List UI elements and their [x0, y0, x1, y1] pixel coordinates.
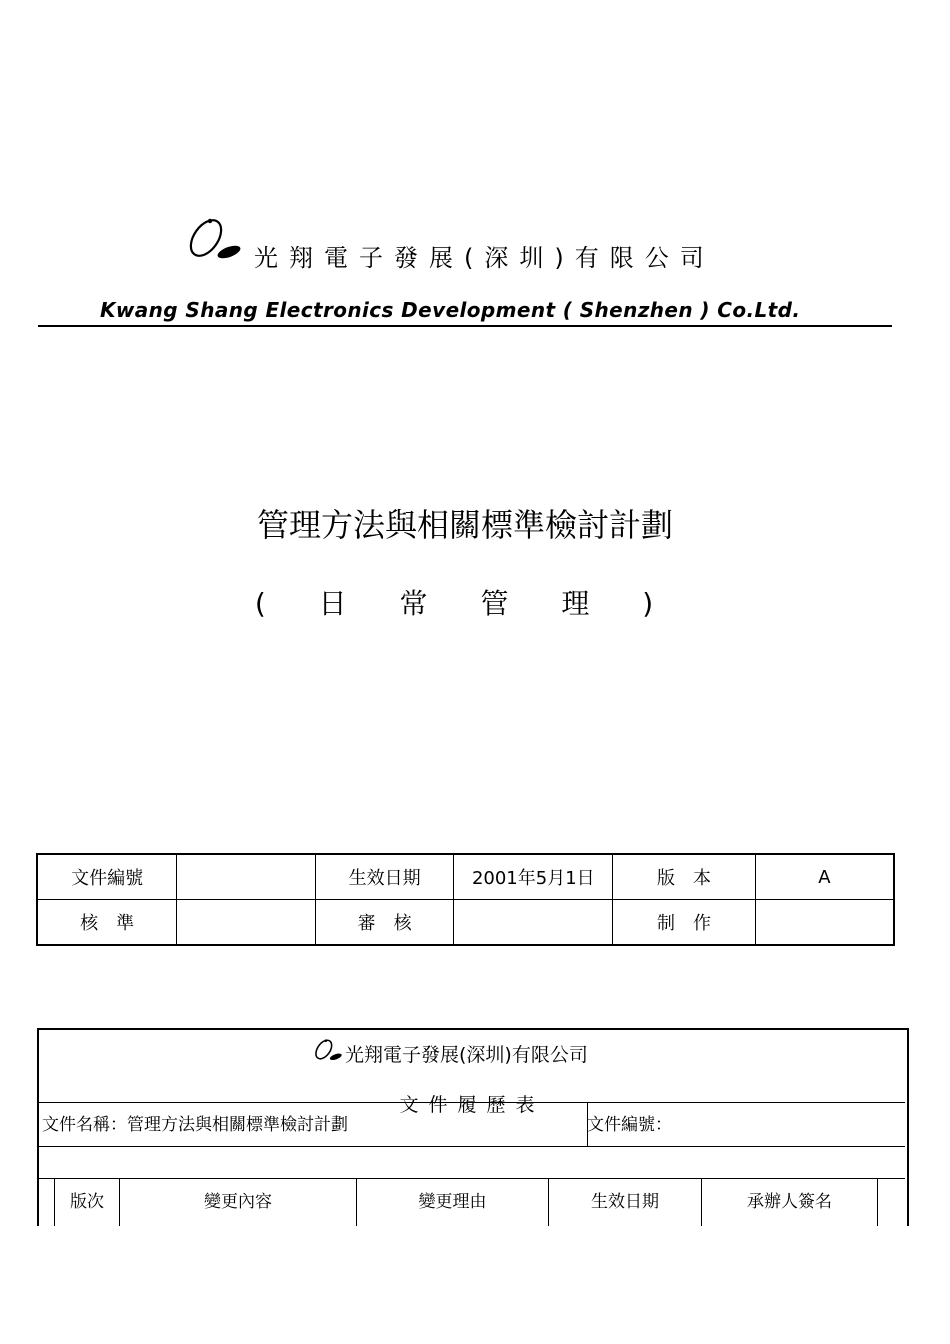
company-logo-icon	[186, 212, 246, 262]
company-logo-icon	[313, 1036, 345, 1062]
column-header-version: 版次	[55, 1179, 120, 1226]
history-header	[39, 1030, 905, 1116]
table-row	[39, 1102, 905, 1147]
version-label: 版 本	[613, 854, 756, 900]
effective-date-label: 生效日期	[315, 854, 454, 900]
column-header-handler-signature: 承辦人簽名	[702, 1179, 878, 1226]
approve-label: 核 準	[37, 900, 177, 946]
history-company-name: 光翔電子發展(深圳)有限公司	[345, 1044, 588, 1066]
review-label: 審 核	[315, 900, 454, 946]
version-value: A	[755, 854, 894, 900]
company-name-en: Kwang Shang Electronics Development ( Shenzhen ) Co.Ltd.	[100, 298, 801, 322]
column-header-change-reason: 變更理由	[357, 1179, 549, 1226]
document-subtitle: ( 日 常 管 理 )	[254, 587, 676, 620]
table-header-row	[39, 1178, 905, 1226]
column-header-change-content: 變更內容	[120, 1179, 357, 1226]
table-row	[37, 900, 894, 946]
effective-date-value: 2001年5月1日	[454, 854, 613, 900]
company-header	[0, 208, 950, 272]
document-history-table	[37, 1028, 909, 1226]
table-row	[39, 1146, 905, 1179]
make-value	[755, 900, 894, 946]
company-name-cn: 光翔電子發展(深圳)有限公司	[254, 244, 715, 272]
document-title: 管理方法與相關標準檢討計劃	[256, 506, 673, 544]
table-row	[37, 854, 894, 900]
document-info-table	[36, 853, 895, 946]
column-header-effective-date: 生效日期	[549, 1179, 702, 1226]
history-heading: 文件履歷表	[399, 1094, 545, 1116]
review-value	[454, 900, 613, 946]
file-name-label: 文件名稱：管理方法與相關標準檢討計劃	[39, 1103, 588, 1147]
file-no-label: 文件編號：	[587, 1115, 672, 1135]
header-divider	[38, 325, 892, 327]
approve-value	[177, 900, 316, 946]
blank-cell	[39, 1179, 55, 1226]
doc-no-value	[177, 854, 316, 900]
make-label: 制 作	[613, 900, 756, 946]
doc-no-label: 文件編號	[37, 854, 177, 900]
